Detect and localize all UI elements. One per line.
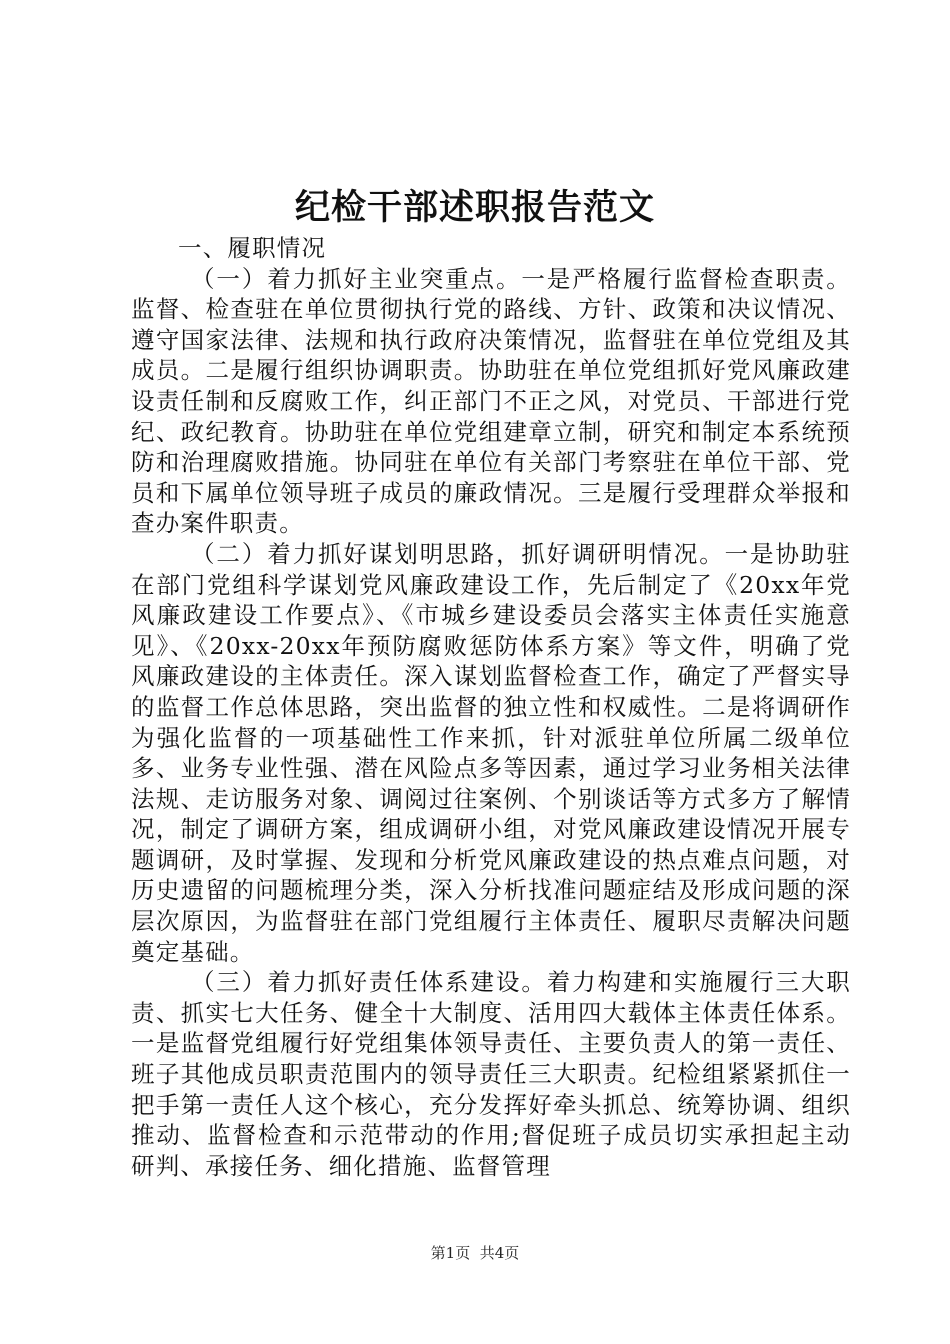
- page-footer: [0, 1243, 950, 1263]
- section-heading: 一、履职情况: [178, 234, 327, 262]
- page-number: 第1页: [430, 1244, 471, 1262]
- paragraph-3: （三）着力抓好责任体系建设。着力构建和实施履行三大职责、抓实七大任务、健全十大制度、活用四大载体主体责任体系。一是监督党组履行好党组集体领导责任、主要负责人的第一责任、班子其他成员职责范围内的领导责任三大职责。纪检组紧紧抓住一把手第一责任人这个核心，充分发挥好牵头抓总、统筹协调、组织推动、监督检查和示范带动的作用;督促班子成员切实承担起主动研判、承接任务、细化措施、监督管理: [131, 968, 851, 1180]
- paragraph-1: （一）着力抓好主业突重点。一是严格履行监督检查职责。监督、检查驻在单位贯彻执行党的路线、方针、政策和决议情况、遵守国家法律、法规和执行政府决策情况，监督驻在单位党组及其成员。二是履行组织协调职责。协助驻在单位党组抓好党风廉政建设责任制和反腐败工作，纠正部门不正之风，对党员、干部进行党纪、政纪教育。协助驻在单位党组建章立制，研究和制定本系统预防和治理腐败措施。协同驻在单位有关部门考察驻在单位干部、党员和下属单位领导班子成员的廉政情况。三是履行受理群众举报和查办案件职责。: [131, 264, 851, 538]
- paragraph-2: （二）着力抓好谋划明思路，抓好调研明情况。一是协助驻在部门党组科学谋划党风廉政建设工作，先后制定了《20xx年党风廉政建设工作要点》、《市城乡建设委员会落实主体责任实施意见》、《20xx-20xx年预防腐败惩防体系方案》等文件，明确了党风廉政建设的主体责任。深入谋划监督检查工作，确定了严督实导的监督工作总体思路，突出监督的独立性和权威性。二是将调研作为强化监督的一项基础性工作来抓，针对派驻单位所属二级单位多、业务专业性强、潜在风险点多等因素，通过学习业务相关法律法规、走访服务对象、调阅过往案例、个别谈话等方式多方了解情况，制定了调研方案，组成调研小组，对党风廉政建设情况开展专题调研，及时掌握、发现和分析党风廉政建设的热点难点问题，对历史遗留的问题梳理分类，深入分析找准问题症结及形成问题的深层次原因，为监督驻在部门党组履行主体责任、履职尽责解决问题奠定基础。: [131, 539, 851, 966]
- document-body: [131, 233, 851, 1181]
- document-title: 纪检干部述职报告范文: [294, 187, 655, 228]
- page-total: 共4页: [479, 1244, 520, 1262]
